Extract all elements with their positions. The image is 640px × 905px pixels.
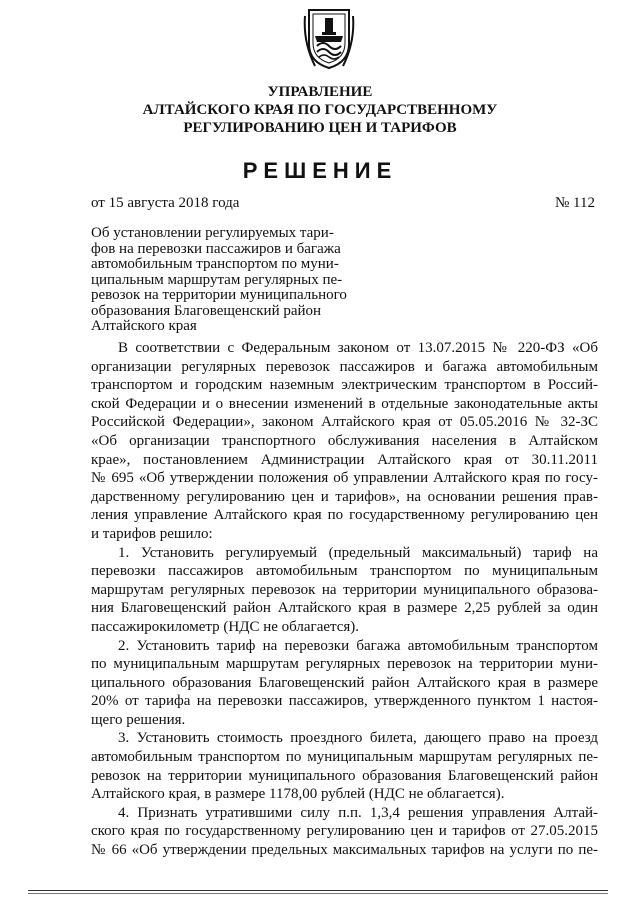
body-line: организации регулярных перевозок пассажиров и багажа автомобильным (91, 358, 598, 375)
body-line: транспортом и городским наземным электрическим транспортом в Россий- (91, 377, 598, 394)
subject-line: автомобильным транспортом по муни- (91, 256, 339, 272)
body-line: маршрутам регулярных перевозок на территории муниципального образова- (91, 581, 598, 598)
issuing-authority-header (0, 83, 640, 137)
body-line: № 66 «Об утверждении предельных максимальных тарифов на услуги по пе- (91, 842, 598, 859)
authority-line-3: РЕГУЛИРОВАНИЮ ЦЕН И ТАРИФОВ (183, 120, 457, 136)
body-line: автомобильным транспортом по муниципальным маршрутам регулярных пе- (91, 749, 598, 766)
body-line: ления управление Алтайского края по государственному регулированию цен (91, 507, 598, 524)
body-line: перевозки пассажиров автомобильным транспортом по муниципальным (91, 563, 598, 580)
body-line: пассажирокилометр (НДС не облагается). (91, 618, 360, 635)
body-line: 1. Установить регулируемый (предельный максимальный) тариф на (118, 544, 598, 561)
authority-line-1: УПРАВЛЕНИЕ (267, 84, 373, 100)
subject-line: Об установлении регулируемых тари- (91, 225, 334, 241)
document-body (91, 339, 598, 860)
document-subject (91, 226, 345, 335)
body-line: 4. Признать утратившими силу п.п. 1,3,4 решения управления Алтай- (118, 804, 598, 821)
footer-divider (28, 890, 608, 891)
body-line: крае», постановлением Администрации Алтайского края от 30.11.2011 (91, 451, 598, 468)
body-line: «Об организации транспортного обслуживания населения в Алтайском (91, 432, 598, 449)
body-line: ципального образования Благовещенский район Алтайского края в размере (91, 674, 598, 691)
body-line: по муниципальным маршрутам регулярных перевозок на территории муни- (91, 656, 598, 673)
body-line: и тарифов решило: (91, 525, 213, 542)
document-number: № 112 (554, 195, 595, 211)
altai-krai-coat-of-arms-emblem (303, 6, 355, 72)
subject-line: фов на перевозки пассажиров и багажа (91, 240, 341, 257)
body-line: ревозок на территории муниципального образования Благовещенский район (91, 767, 598, 784)
authority-line-2: АЛТАЙСКОГО КРАЯ ПО ГОСУДАРСТВЕННОМУ (142, 102, 498, 118)
body-line: Алтайского края, в размере 1178,00 рублей (НДС не облагается). (91, 786, 505, 803)
body-line: 20% от тарифа на перевозки пассажиров, утвержденного пунктом 1 настоя- (91, 693, 598, 710)
body-line: ния Благовещенский район Алтайского края в размере 2,25 рублей за один (91, 600, 598, 617)
document-type-title: РЕШЕНИЕ (242, 158, 398, 183)
footer-divider-secondary (28, 893, 608, 894)
body-line: щего решения. (91, 711, 186, 728)
subject-line: Алтайского края (91, 318, 197, 334)
document-date: от 15 августа 2018 года (91, 195, 240, 211)
subject-line: образования Благовещенский район (91, 302, 322, 319)
body-line: Российской Федерации», законом Алтайского края от 05.05.2016 № 32-ЗС (91, 414, 598, 431)
subject-line: ревозок на территории муниципального (91, 287, 347, 303)
body-line: 2. Установить тариф на перевозки багажа автомобильным транспортом (118, 637, 598, 654)
subject-line: ципальным маршрутам регулярных пе- (91, 271, 343, 288)
body-line: ской Федерации и о внесении изменений в отдельные законодательные акты (91, 395, 598, 412)
body-line: № 695 «Об утверждении положения об управлении Алтайского края по госу- (91, 470, 598, 487)
body-line: 3. Установить стоимость проездного билета, дающего право на проезд (118, 730, 598, 747)
body-line: ского края по государственному регулированию цен и тарифов от 27.05.2015 (91, 823, 598, 840)
body-line: В соответствии с Федеральным законом от 13.07.2015 № 220-ФЗ «Об (118, 340, 598, 356)
body-line: дарственному регулированию цен и тарифов», на основании решения прав- (91, 488, 598, 505)
